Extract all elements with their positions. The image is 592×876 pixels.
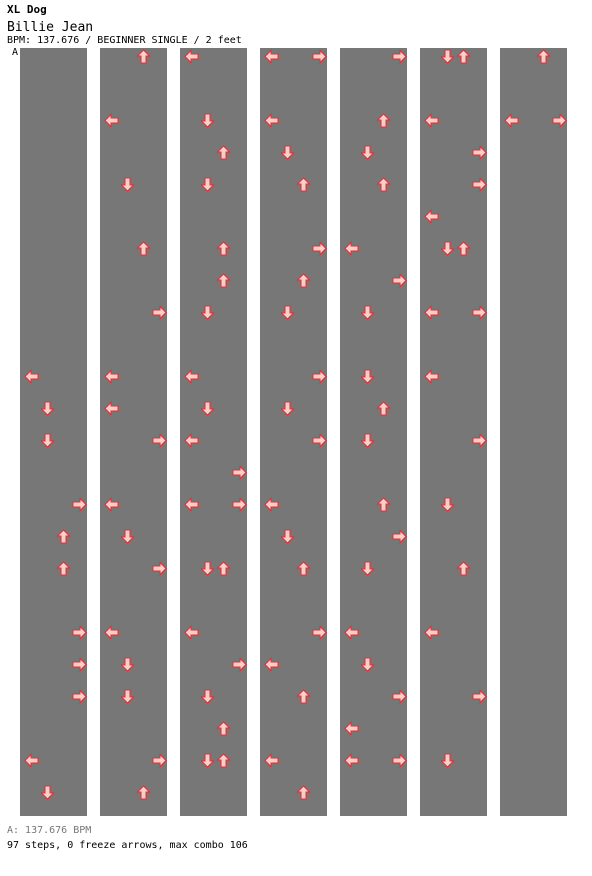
down-arrow-icon <box>40 401 55 416</box>
right-arrow-icon <box>312 49 327 64</box>
right-arrow-icon <box>472 433 487 448</box>
left-arrow-icon <box>424 625 439 640</box>
down-arrow-icon <box>200 401 215 416</box>
right-arrow-icon <box>232 497 247 512</box>
left-arrow-icon <box>104 113 119 128</box>
left-arrow-icon <box>184 625 199 640</box>
left-arrow-icon <box>264 753 279 768</box>
up-arrow-icon <box>376 113 391 128</box>
up-arrow-icon <box>376 177 391 192</box>
right-arrow-icon <box>72 657 87 672</box>
left-arrow-icon <box>184 433 199 448</box>
bpm-marker-label: A <box>12 47 19 58</box>
up-arrow-icon <box>376 497 391 512</box>
up-arrow-icon <box>216 273 231 288</box>
down-arrow-icon <box>360 145 375 160</box>
down-arrow-icon <box>200 689 215 704</box>
right-arrow-icon <box>152 561 167 576</box>
up-arrow-icon <box>296 561 311 576</box>
right-arrow-icon <box>472 305 487 320</box>
left-arrow-icon <box>104 369 119 384</box>
up-arrow-icon <box>216 145 231 160</box>
right-arrow-icon <box>312 241 327 256</box>
left-arrow-icon <box>264 113 279 128</box>
right-arrow-icon <box>312 433 327 448</box>
left-arrow-icon <box>344 625 359 640</box>
right-arrow-icon <box>72 497 87 512</box>
down-arrow-icon <box>120 529 135 544</box>
up-arrow-icon <box>136 49 151 64</box>
right-arrow-icon <box>552 113 567 128</box>
left-arrow-icon <box>184 369 199 384</box>
up-arrow-icon <box>376 401 391 416</box>
right-arrow-icon <box>232 465 247 480</box>
down-arrow-icon <box>360 657 375 672</box>
arrow-layer <box>0 48 592 816</box>
up-arrow-icon <box>216 721 231 736</box>
left-arrow-icon <box>424 305 439 320</box>
left-arrow-icon <box>344 241 359 256</box>
up-arrow-icon <box>56 529 71 544</box>
left-arrow-icon <box>424 113 439 128</box>
up-arrow-icon <box>136 785 151 800</box>
right-arrow-icon <box>72 625 87 640</box>
down-arrow-icon <box>280 305 295 320</box>
right-arrow-icon <box>392 753 407 768</box>
up-arrow-icon <box>56 561 71 576</box>
down-arrow-icon <box>360 369 375 384</box>
left-arrow-icon <box>424 369 439 384</box>
right-arrow-icon <box>312 369 327 384</box>
left-arrow-icon <box>264 49 279 64</box>
chart-artist: XL Dog <box>7 3 47 16</box>
left-arrow-icon <box>504 113 519 128</box>
up-arrow-icon <box>296 177 311 192</box>
left-arrow-icon <box>264 497 279 512</box>
down-arrow-icon <box>120 177 135 192</box>
up-arrow-icon <box>296 273 311 288</box>
chart-info: BPM: 137.676 / BEGINNER SINGLE / 2 feet <box>7 35 242 46</box>
right-arrow-icon <box>392 529 407 544</box>
left-arrow-icon <box>424 209 439 224</box>
left-arrow-icon <box>104 401 119 416</box>
down-arrow-icon <box>440 241 455 256</box>
up-arrow-icon <box>536 49 551 64</box>
down-arrow-icon <box>440 753 455 768</box>
right-arrow-icon <box>472 689 487 704</box>
left-arrow-icon <box>104 497 119 512</box>
left-arrow-icon <box>104 625 119 640</box>
up-arrow-icon <box>296 689 311 704</box>
down-arrow-icon <box>360 305 375 320</box>
down-arrow-icon <box>120 689 135 704</box>
down-arrow-icon <box>200 305 215 320</box>
right-arrow-icon <box>392 689 407 704</box>
right-arrow-icon <box>312 625 327 640</box>
down-arrow-icon <box>200 113 215 128</box>
down-arrow-icon <box>280 145 295 160</box>
down-arrow-icon <box>40 785 55 800</box>
chart-title: Billie Jean <box>7 20 94 35</box>
up-arrow-icon <box>296 785 311 800</box>
down-arrow-icon <box>280 401 295 416</box>
up-arrow-icon <box>456 241 471 256</box>
up-arrow-icon <box>456 49 471 64</box>
down-arrow-icon <box>40 433 55 448</box>
left-arrow-icon <box>24 753 39 768</box>
right-arrow-icon <box>392 49 407 64</box>
down-arrow-icon <box>440 49 455 64</box>
down-arrow-icon <box>360 433 375 448</box>
right-arrow-icon <box>72 689 87 704</box>
right-arrow-icon <box>152 433 167 448</box>
up-arrow-icon <box>136 241 151 256</box>
down-arrow-icon <box>200 753 215 768</box>
down-arrow-icon <box>280 529 295 544</box>
down-arrow-icon <box>360 561 375 576</box>
bpm-legend: A: 137.676 BPM <box>7 825 92 836</box>
left-arrow-icon <box>344 721 359 736</box>
up-arrow-icon <box>456 561 471 576</box>
right-arrow-icon <box>472 177 487 192</box>
left-arrow-icon <box>184 49 199 64</box>
right-arrow-icon <box>392 273 407 288</box>
right-arrow-icon <box>232 657 247 672</box>
right-arrow-icon <box>152 753 167 768</box>
up-arrow-icon <box>216 753 231 768</box>
left-arrow-icon <box>264 657 279 672</box>
down-arrow-icon <box>440 497 455 512</box>
left-arrow-icon <box>344 753 359 768</box>
up-arrow-icon <box>216 561 231 576</box>
right-arrow-icon <box>472 145 487 160</box>
down-arrow-icon <box>200 561 215 576</box>
right-arrow-icon <box>152 305 167 320</box>
down-arrow-icon <box>200 177 215 192</box>
left-arrow-icon <box>24 369 39 384</box>
up-arrow-icon <box>216 241 231 256</box>
down-arrow-icon <box>120 657 135 672</box>
left-arrow-icon <box>184 497 199 512</box>
step-stats: 97 steps, 0 freeze arrows, max combo 106 <box>7 840 248 851</box>
